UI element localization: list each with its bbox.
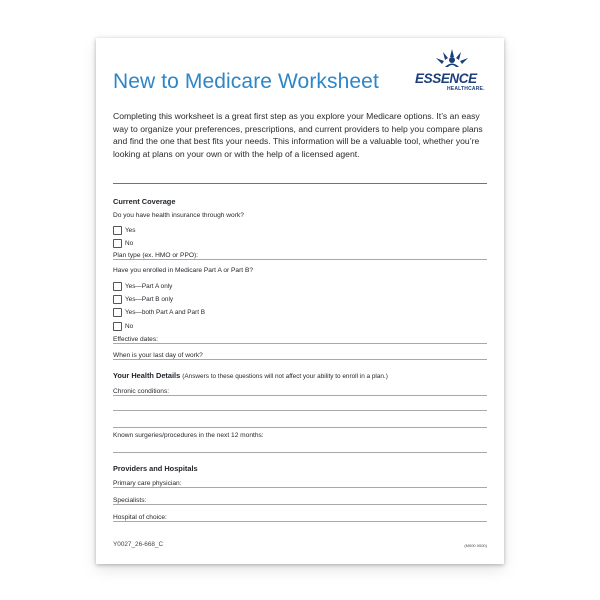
enrolled-question: Have you enrolled in Medicare Part A or Part B? <box>113 267 254 274</box>
hospital-line <box>113 521 487 522</box>
part-b-label: Yes—Part B only <box>125 295 174 303</box>
part-ab-label: Yes—both Part A and Part B <box>125 308 206 316</box>
enrolled-no-checkbox[interactable] <box>113 322 122 331</box>
last-day-field[interactable] <box>113 350 487 360</box>
chronic-conditions-line <box>113 395 487 396</box>
work-yes-option[interactable] <box>113 225 135 235</box>
part-ab-option[interactable] <box>113 307 205 317</box>
chronic-conditions-extra-line[interactable] <box>113 410 487 411</box>
plan-type-field[interactable] <box>113 250 487 260</box>
surgeries-line[interactable] <box>113 452 487 453</box>
primary-care-line <box>113 487 487 488</box>
intro-paragraph: Completing this worksheet is a great first step as you explore your Medicare options. It’s an easy way to organize your preferences, prescriptions, and current providers to help you compare plans and find the one that best fits your needs. This information will be a valuable tool, whether you’re looking at plans on your own or with the help of a licensed agent. <box>113 111 483 159</box>
form-code: Y0027_26-668_C <box>113 541 164 548</box>
work-no-option[interactable] <box>113 238 133 248</box>
health-details-note: (Answers to these questions will not affect your ability to enroll in a plan.) <box>182 373 388 380</box>
chronic-conditions-field[interactable] <box>113 386 487 396</box>
specialists-label: Specialists: <box>113 497 147 504</box>
part-a-checkbox[interactable] <box>113 282 122 291</box>
logo-wordmark: ESSENCE <box>415 71 477 86</box>
primary-care-field[interactable] <box>113 478 487 488</box>
hospital-label: Hospital of choice: <box>113 514 167 521</box>
health-details-heading <box>113 371 388 380</box>
providers-heading: Providers and Hospitals <box>113 464 198 473</box>
last-day-label: When is your last day of work? <box>113 352 203 359</box>
part-ab-checkbox[interactable] <box>113 308 122 317</box>
part-b-checkbox[interactable] <box>113 295 122 304</box>
enrolled-no-option[interactable] <box>113 321 133 331</box>
section-divider <box>113 183 487 184</box>
essence-logo <box>412 48 492 92</box>
chronic-conditions-extra-line[interactable] <box>113 427 487 428</box>
health-details-title: Your Health Details <box>113 371 181 380</box>
plan-type-line <box>113 259 487 260</box>
surgeries-label: Known surgeries/procedures in the next 12 months: <box>113 432 264 439</box>
form-id: (M000 0000) <box>464 543 487 548</box>
surgeries-field[interactable] <box>113 430 487 440</box>
effective-dates-label: Effective dates: <box>113 336 158 343</box>
hospital-field[interactable] <box>113 512 487 522</box>
work-yes-label: Yes <box>125 226 136 234</box>
chronic-conditions-label: Chronic conditions: <box>113 388 170 395</box>
specialists-field[interactable] <box>113 495 487 505</box>
last-day-line <box>113 359 487 360</box>
effective-dates-field[interactable] <box>113 334 487 344</box>
effective-dates-line <box>113 343 487 344</box>
part-a-label: Yes—Part A only <box>125 282 173 290</box>
enrolled-no-label: No <box>125 322 134 330</box>
work-no-checkbox[interactable] <box>113 239 122 248</box>
part-b-option[interactable] <box>113 294 173 304</box>
plan-type-label: Plan type (ex. HMO or PPO): <box>113 252 199 259</box>
work-insurance-question: Do you have health insurance through work? <box>113 212 244 219</box>
logo-subtext: HEALTHCARE. <box>447 86 485 92</box>
worksheet-page <box>96 38 504 564</box>
work-no-label: No <box>125 239 134 247</box>
primary-care-label: Primary care physician: <box>113 480 182 487</box>
specialists-line <box>113 504 487 505</box>
part-a-option[interactable] <box>113 281 172 291</box>
work-yes-checkbox[interactable] <box>113 226 122 235</box>
current-coverage-heading: Current Coverage <box>113 197 176 206</box>
sunburst-logo-icon <box>434 48 470 70</box>
page-title: New to Medicare Worksheet <box>113 70 379 93</box>
